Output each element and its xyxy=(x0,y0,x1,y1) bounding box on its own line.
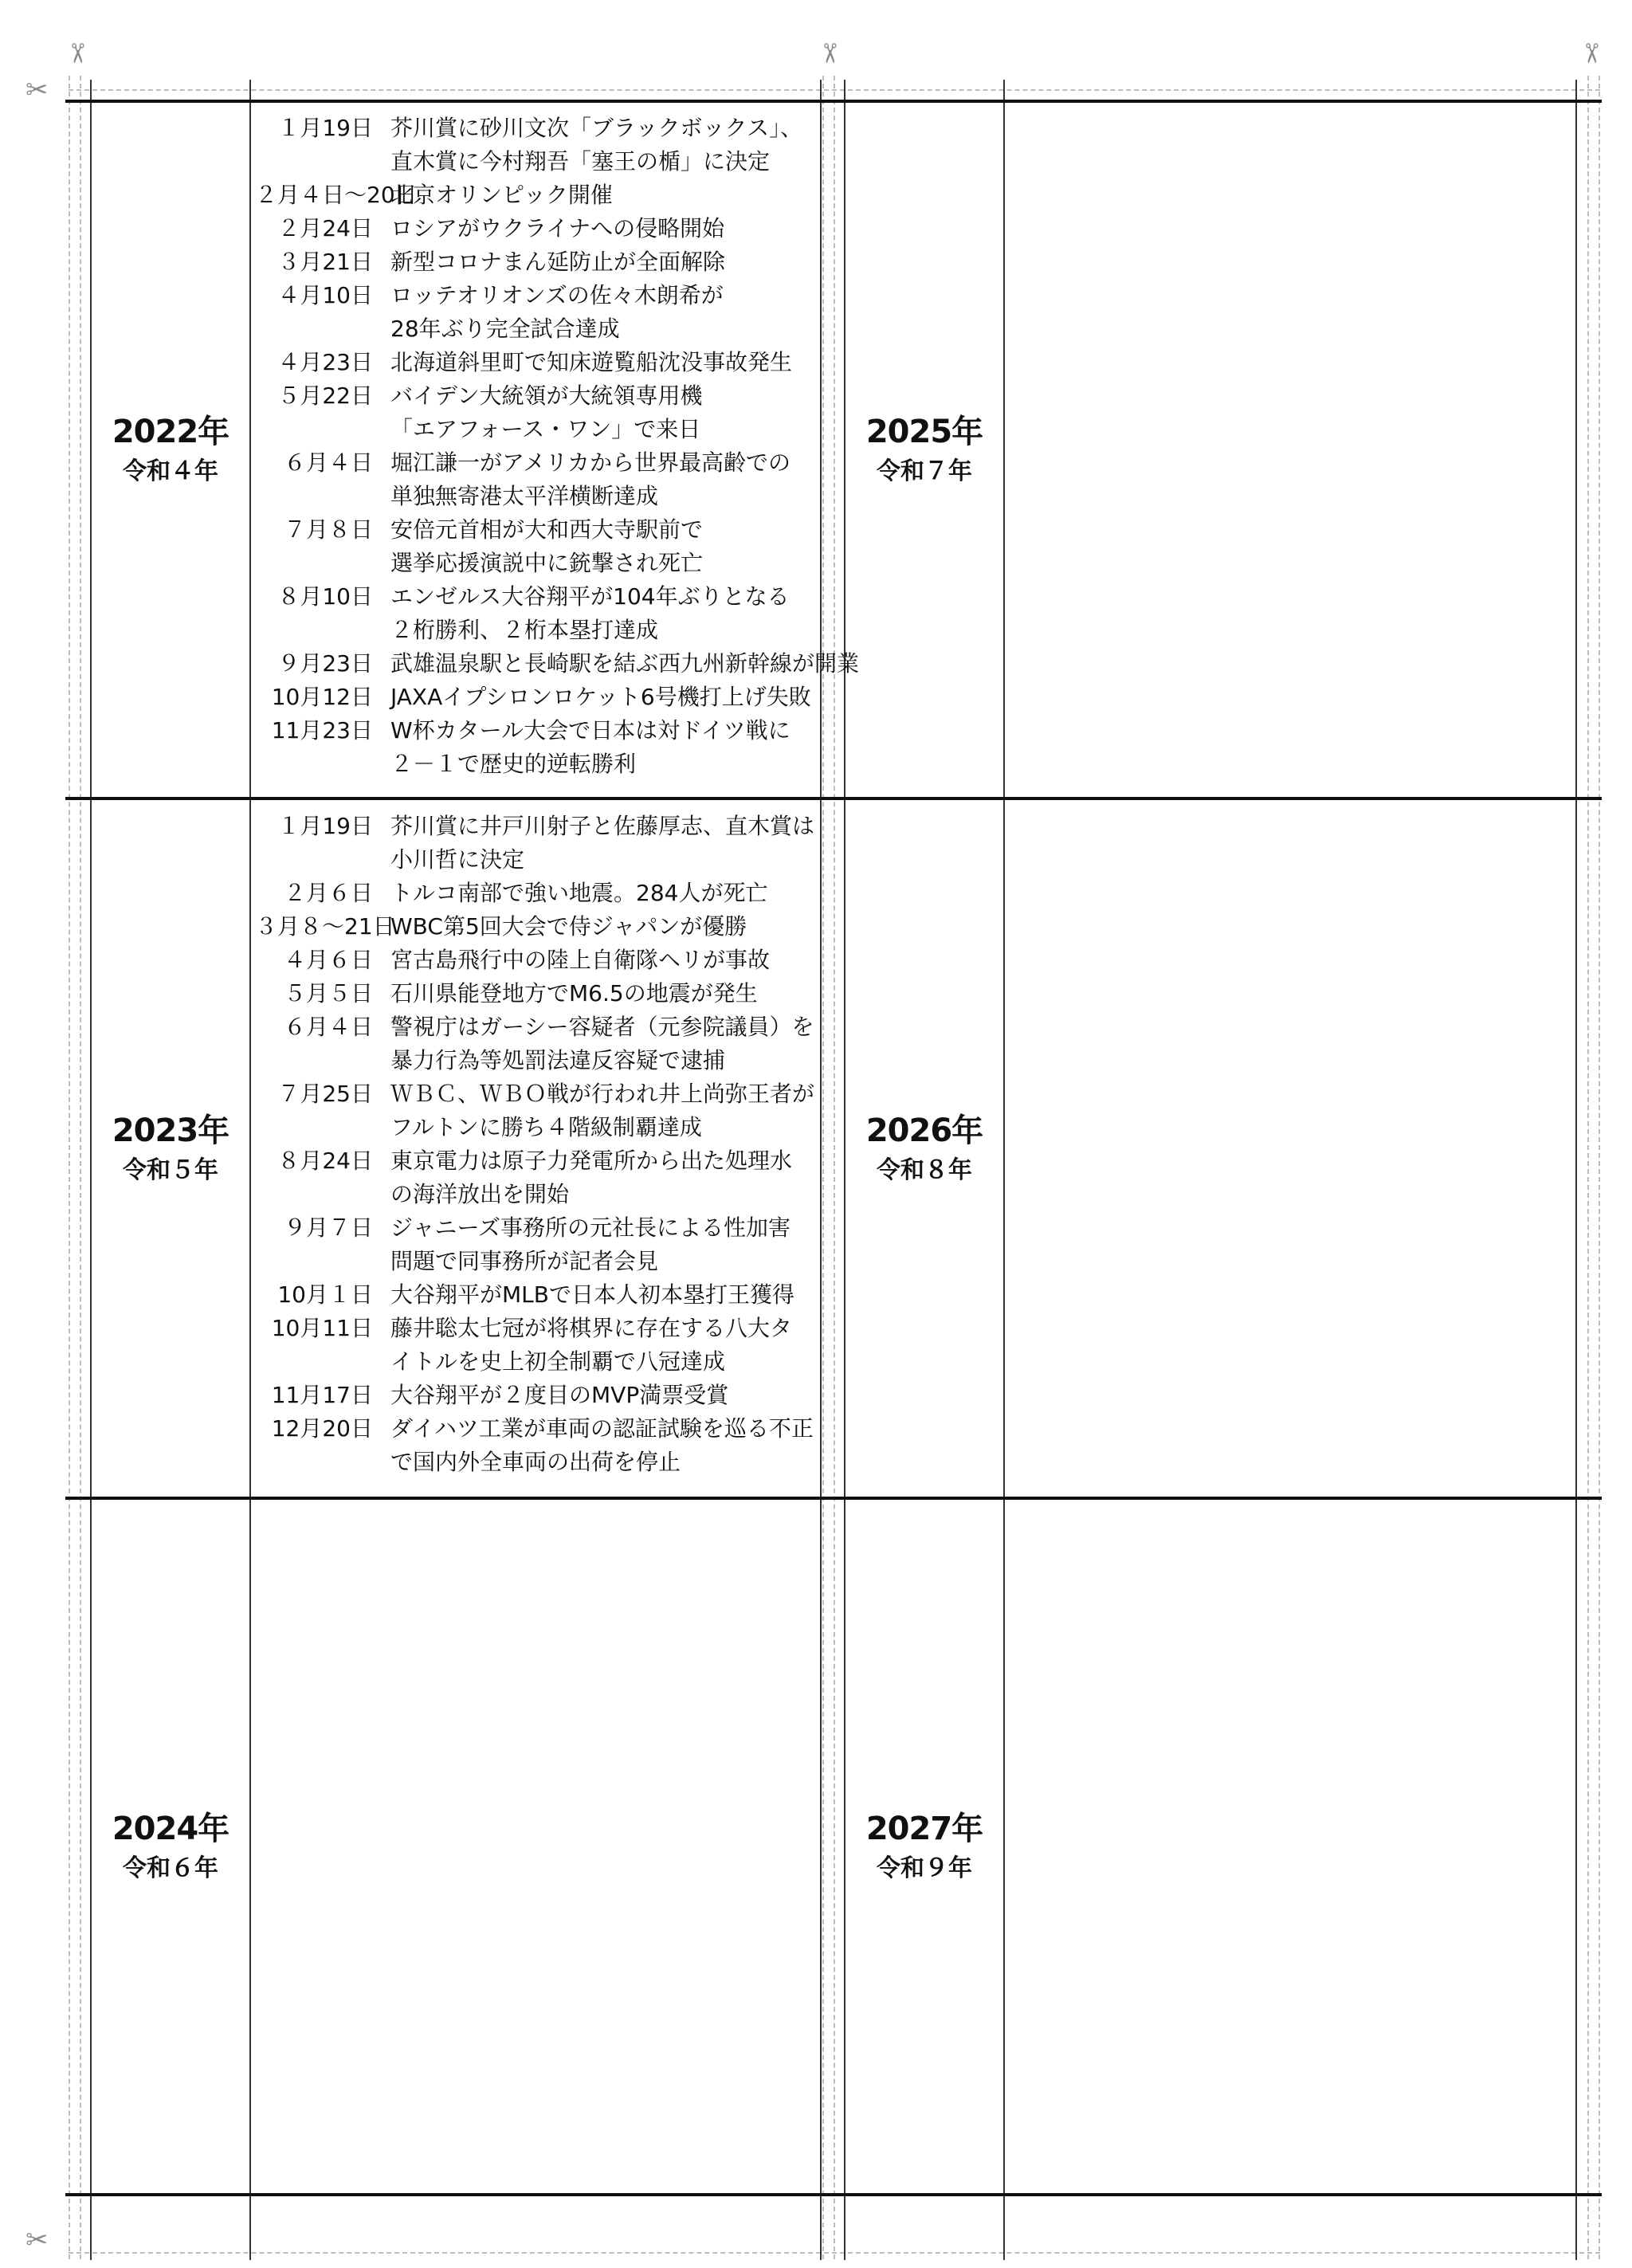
event-item xyxy=(255,1144,813,1211)
event-date: ６月４日 xyxy=(283,1014,373,1040)
event-item xyxy=(255,245,813,279)
event-date: ４月10日 xyxy=(277,282,373,308)
cut-guide-bottom xyxy=(69,2252,1600,2254)
era-label: 令和４年 xyxy=(123,457,218,485)
year-cell-2023 xyxy=(92,800,249,1497)
event-description-line: 武雄温泉駅と長崎駅を結ぶ西九州新幹線が開業 xyxy=(390,650,860,677)
cut-guide-left-outer xyxy=(69,76,70,2259)
event-description-line: 大谷翔平がMLBで日本人初本塁打王獲得 xyxy=(390,1281,794,1308)
era-label: 令和６年 xyxy=(123,1854,218,1882)
event-description xyxy=(390,1379,813,1412)
cut-guide-right-outer xyxy=(1599,76,1600,2259)
event-description xyxy=(390,810,814,877)
event-description-line: 東京電力は原子力発電所から出た処理水 xyxy=(390,1148,793,1174)
event-item xyxy=(255,1312,813,1379)
event-item xyxy=(255,647,860,681)
event-description xyxy=(390,647,859,681)
event-date: ３月21日 xyxy=(277,249,373,275)
event-description xyxy=(390,1412,814,1479)
event-date: 10月12日 xyxy=(271,684,373,710)
event-date: ３月８〜21日 xyxy=(255,913,395,940)
event-description-line: バイデン大統領が大統領専用機 xyxy=(390,383,703,409)
event-description-line: 暴力行為等処罰法違反容疑で逮捕 xyxy=(390,1047,726,1073)
row-rule xyxy=(65,1497,1602,1500)
event-description xyxy=(390,944,813,977)
event-date: ６月４日 xyxy=(283,449,373,476)
event-description-line: ダイハツ工業が車両の認証試験を巡る不正 xyxy=(390,1415,814,1442)
event-item xyxy=(255,1278,813,1312)
event-description-line: イトルを史上初全制覇で八冠達成 xyxy=(390,1348,726,1375)
year-label: 2025年 xyxy=(865,414,983,450)
event-item xyxy=(255,346,813,379)
event-item xyxy=(255,1077,813,1144)
event-description xyxy=(390,1312,813,1379)
scissors-icon: ✂ xyxy=(1575,41,1607,65)
event-date: 12月20日 xyxy=(271,1415,373,1442)
era-label: 令和８年 xyxy=(877,1156,972,1184)
cut-guide-left-inner xyxy=(80,76,81,2259)
cut-guide-mid-right xyxy=(834,76,835,2259)
event-description-line: 石川県能登地方でM6.5の地震が発生 xyxy=(390,980,758,1006)
event-description-line: の海洋放出を開始 xyxy=(390,1181,570,1207)
event-description-line: ロッテオリオンズの佐々木朗希が xyxy=(390,282,724,308)
event-date: ８月24日 xyxy=(277,1148,373,1174)
event-description xyxy=(390,580,813,647)
event-description-line: ロシアがウクライナへの侵略開始 xyxy=(390,215,725,241)
event-description xyxy=(390,877,813,910)
event-date: ２月４日〜20日 xyxy=(255,182,418,208)
event-description xyxy=(390,1077,814,1144)
event-item xyxy=(255,910,813,944)
column-divider xyxy=(249,80,251,2260)
event-date: ２月24日 xyxy=(277,215,373,241)
event-item xyxy=(255,810,813,877)
event-description-line: で国内外全車両の出荷を停止 xyxy=(390,1449,681,1475)
event-description-line: W杯カタール大会で日本は対ドイツ戦に xyxy=(390,717,790,744)
event-description-line: ２桁勝利、２桁本塁打達成 xyxy=(390,617,659,643)
event-description-line: WBC第5回大会で侍ジャパンが優勝 xyxy=(390,913,747,940)
year-label: 2027年 xyxy=(865,1810,983,1847)
era-label: 令和９年 xyxy=(877,1854,972,1882)
column-divider xyxy=(1003,80,1005,2260)
year-cell-2025 xyxy=(845,103,1003,797)
scissors-icon: ✂ xyxy=(26,2224,49,2256)
event-description xyxy=(390,446,813,513)
event-date: 10月１日 xyxy=(277,1281,373,1308)
row-rule xyxy=(65,100,1602,103)
event-date: 11月23日 xyxy=(271,717,373,744)
event-description xyxy=(390,112,813,179)
event-description-line: 単独無寄港太平洋横断達成 xyxy=(390,483,659,509)
event-date: 11月17日 xyxy=(271,1382,373,1408)
event-item xyxy=(255,112,813,179)
event-item xyxy=(255,446,813,513)
event-description-line: 小川哲に決定 xyxy=(390,846,525,873)
event-item xyxy=(255,580,813,647)
event-description-line: 宮古島飛行中の陸上自衛隊ヘリが事故 xyxy=(390,947,771,973)
column-divider xyxy=(820,80,822,2260)
cut-guide-right-inner xyxy=(1587,76,1589,2259)
event-date: ７月25日 xyxy=(277,1081,373,1107)
event-item xyxy=(255,279,813,346)
event-description xyxy=(390,279,813,346)
event-description-line: JAXAイプシロンロケット6号機打上げ失敗 xyxy=(390,684,811,710)
event-date: ５月22日 xyxy=(277,383,373,409)
event-description xyxy=(390,1211,813,1278)
event-description-line: ２－１で歴史的逆転勝利 xyxy=(390,751,637,777)
event-description xyxy=(390,245,813,279)
event-description xyxy=(390,212,813,245)
event-item xyxy=(255,714,813,781)
scissors-icon: ✂ xyxy=(61,41,93,65)
event-description xyxy=(390,1278,813,1312)
event-description-line: 大谷翔平が２度目のMVP満票受賞 xyxy=(390,1382,729,1408)
year-cell-2022 xyxy=(92,103,249,797)
event-item xyxy=(255,179,813,212)
event-description-line: 選挙応援演説中に銃撃され死亡 xyxy=(390,550,704,576)
event-description-line: 新型コロナまん延防止が全面解除 xyxy=(390,249,726,275)
cut-guide-top xyxy=(69,89,1600,91)
event-description-line: 堀江謙一がアメリカから世界最高齢での xyxy=(390,449,791,476)
event-description xyxy=(390,379,813,446)
event-description xyxy=(390,977,813,1010)
event-date: ８月10日 xyxy=(277,583,373,610)
event-description xyxy=(390,1144,813,1211)
era-label: 令和７年 xyxy=(877,457,972,485)
event-description-line: エンゼルス大谷翔平が104年ぶりとなる xyxy=(390,583,790,610)
event-item xyxy=(255,513,813,580)
event-description xyxy=(390,513,813,580)
event-description-line: 28年ぶり完全試合達成 xyxy=(390,316,620,342)
event-date: １月19日 xyxy=(277,813,373,839)
event-description-line: フルトンに勝ち４階級制覇達成 xyxy=(390,1114,702,1140)
era-label: 令和５年 xyxy=(123,1156,218,1184)
event-item xyxy=(255,944,813,977)
year-cell-2026 xyxy=(845,800,1003,1497)
year-label: 2023年 xyxy=(112,1112,230,1149)
event-date: ４月６日 xyxy=(283,947,373,973)
scissors-icon: ✂ xyxy=(26,74,49,106)
event-description-line: 藤井聡太七冠が将棋界に存在する八大タ xyxy=(390,1315,793,1341)
event-date: ５月５日 xyxy=(283,980,373,1006)
column-divider xyxy=(1575,80,1577,2260)
year-label: 2024年 xyxy=(112,1810,230,1847)
event-item xyxy=(255,1379,813,1412)
event-date: ７月８日 xyxy=(283,516,373,543)
event-description xyxy=(390,714,813,781)
event-description-line: 問題で同事務所が記者会見 xyxy=(390,1248,659,1274)
event-description xyxy=(390,1010,814,1077)
event-date: ２月６日 xyxy=(283,880,373,906)
cut-guide-mid-left xyxy=(822,76,824,2259)
event-date: ９月23日 xyxy=(277,650,373,677)
year-cell-2027 xyxy=(845,1500,1003,2193)
event-description-line: 警視庁はガーシー容疑者（元参院議員）を xyxy=(390,1014,814,1040)
event-date: １月19日 xyxy=(277,115,373,141)
year-label: 2022年 xyxy=(112,414,230,450)
row-rule xyxy=(65,797,1602,800)
event-description-line: 「エアフォース・ワン」で来日 xyxy=(390,416,701,442)
event-item xyxy=(255,1211,813,1278)
event-description-line: 直木賞に今村翔吾「塞王の楯」に決定 xyxy=(390,148,771,175)
event-description-line: 北京オリンピック開催 xyxy=(390,182,613,208)
event-item xyxy=(255,212,813,245)
event-date: 10月11日 xyxy=(271,1315,373,1341)
event-description xyxy=(390,346,813,379)
event-description-line: 安倍元首相が大和西大寺駅前で xyxy=(390,516,704,543)
event-description-line: ＷＢＣ、ＷＢＯ戦が行われ井上尚弥王者が xyxy=(390,1081,815,1107)
event-description-line: トルコ南部で強い地震。284人が死亡 xyxy=(390,880,768,906)
event-description-line: ジャニーズ事務所の元社長による性加害 xyxy=(390,1214,791,1241)
row-rule xyxy=(65,2193,1602,2196)
event-item xyxy=(255,681,813,714)
event-item xyxy=(255,1010,813,1077)
events-list-2022 xyxy=(255,112,860,781)
event-item xyxy=(255,877,813,910)
event-description xyxy=(390,910,813,944)
year-cell-2024 xyxy=(92,1500,249,2193)
event-date: ４月23日 xyxy=(277,349,373,375)
event-description-line: 芥川賞に井戸川射子と佐藤厚志、直木賞は xyxy=(390,813,815,839)
event-description xyxy=(390,179,813,212)
event-item xyxy=(255,977,813,1010)
year-label: 2026年 xyxy=(865,1112,983,1149)
event-description-line: 北海道斜里町で知床遊覧船沈没事故発生 xyxy=(390,349,793,375)
event-item xyxy=(255,1412,813,1479)
event-item xyxy=(255,379,813,446)
events-list-2023 xyxy=(255,810,813,1479)
event-description-line: 芥川賞に砂川文次「ブラックボックス」、 xyxy=(390,115,803,141)
event-date: ９月７日 xyxy=(283,1214,373,1241)
event-description xyxy=(390,681,813,714)
scissors-icon: ✂ xyxy=(813,41,845,65)
